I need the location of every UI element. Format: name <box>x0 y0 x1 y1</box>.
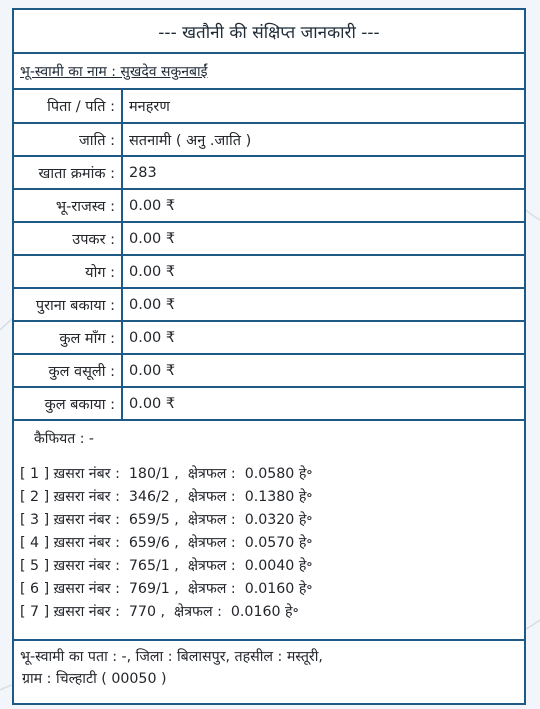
card-title: --- खतौनी की संक्षिप्त जानकारी --- <box>14 10 524 54</box>
plot-item: [ 3 ] ख़सरा नंबर : 659/5 , क्षेत्रफल : 0.0320 हे॰ <box>20 512 313 528</box>
detail-label: भू-राजस्व : <box>14 189 122 222</box>
detail-label: पुराना बकाया : <box>14 288 122 321</box>
plot-item: [ 6 ] ख़सरा नंबर : 769/1 , क्षेत्रफल : 0.0160 हे॰ <box>20 581 313 597</box>
address-line-2: ग्राम : चिल्हाटी ( 00050 ) <box>22 671 167 687</box>
remarks: कैफियत : - <box>34 431 94 447</box>
detail-row <box>14 123 524 156</box>
detail-value: 0.00 ₹ <box>122 387 524 420</box>
detail-value: 0.00 ₹ <box>122 189 524 222</box>
detail-value: मनहरण <box>122 90 524 123</box>
detail-label: योग : <box>14 255 122 288</box>
detail-value: 0.00 ₹ <box>122 255 524 288</box>
detail-value: 283 <box>122 156 524 189</box>
detail-label: जाति : <box>14 123 122 156</box>
detail-value: 0.00 ₹ <box>122 288 524 321</box>
detail-row <box>14 90 524 123</box>
plot-item: [ 1 ] ख़सरा नंबर : 180/1 , क्षेत्रफल : 0.0580 हे॰ <box>20 466 313 482</box>
detail-value: 0.00 ₹ <box>122 321 524 354</box>
detail-value: 0.00 ₹ <box>122 222 524 255</box>
plot-item: [ 2 ] ख़सरा नंबर : 346/2 , क्षेत्रफल : 0.1380 हे॰ <box>20 489 313 505</box>
plot-item: [ 4 ] ख़सरा नंबर : 659/6 , क्षेत्रफल : 0.0570 हे॰ <box>20 535 313 551</box>
khatauni-summary-card <box>12 8 526 705</box>
owner-address <box>14 641 524 695</box>
detail-label: कुल वसूली : <box>14 354 122 387</box>
plot-item: [ 5 ] ख़सरा नंबर : 765/1 , क्षेत्रफल : 0.0040 हे॰ <box>20 558 313 574</box>
owner-name: भू-स्वामी का नाम : सुखदेव सकुनबाईं <box>14 54 524 90</box>
detail-row <box>14 321 524 354</box>
detail-row <box>14 354 524 387</box>
detail-row <box>14 255 524 288</box>
detail-row <box>14 387 524 420</box>
detail-label: पिता / पति : <box>14 90 122 123</box>
detail-label: कुल माँग : <box>14 321 122 354</box>
address-line-1: भू-स्वामी का पता : -, जिला : बिलासपुर, तहसील : मस्तूरी, <box>20 649 323 665</box>
detail-label: खाता क्रमांक : <box>14 156 122 189</box>
detail-value: 0.00 ₹ <box>122 354 524 387</box>
detail-value: सतनामी ( अनु .जाति ) <box>122 123 524 156</box>
detail-row <box>14 222 524 255</box>
plot-list <box>14 459 524 641</box>
plot-item: [ 7 ] ख़सरा नंबर : 770 , क्षेत्रफल : 0.0160 हे॰ <box>20 604 299 620</box>
detail-row <box>14 156 524 189</box>
detail-label: उपकर : <box>14 222 122 255</box>
detail-row <box>14 288 524 321</box>
detail-label: कुल बकाया : <box>14 387 122 420</box>
details-table <box>14 90 524 421</box>
detail-row <box>14 189 524 222</box>
